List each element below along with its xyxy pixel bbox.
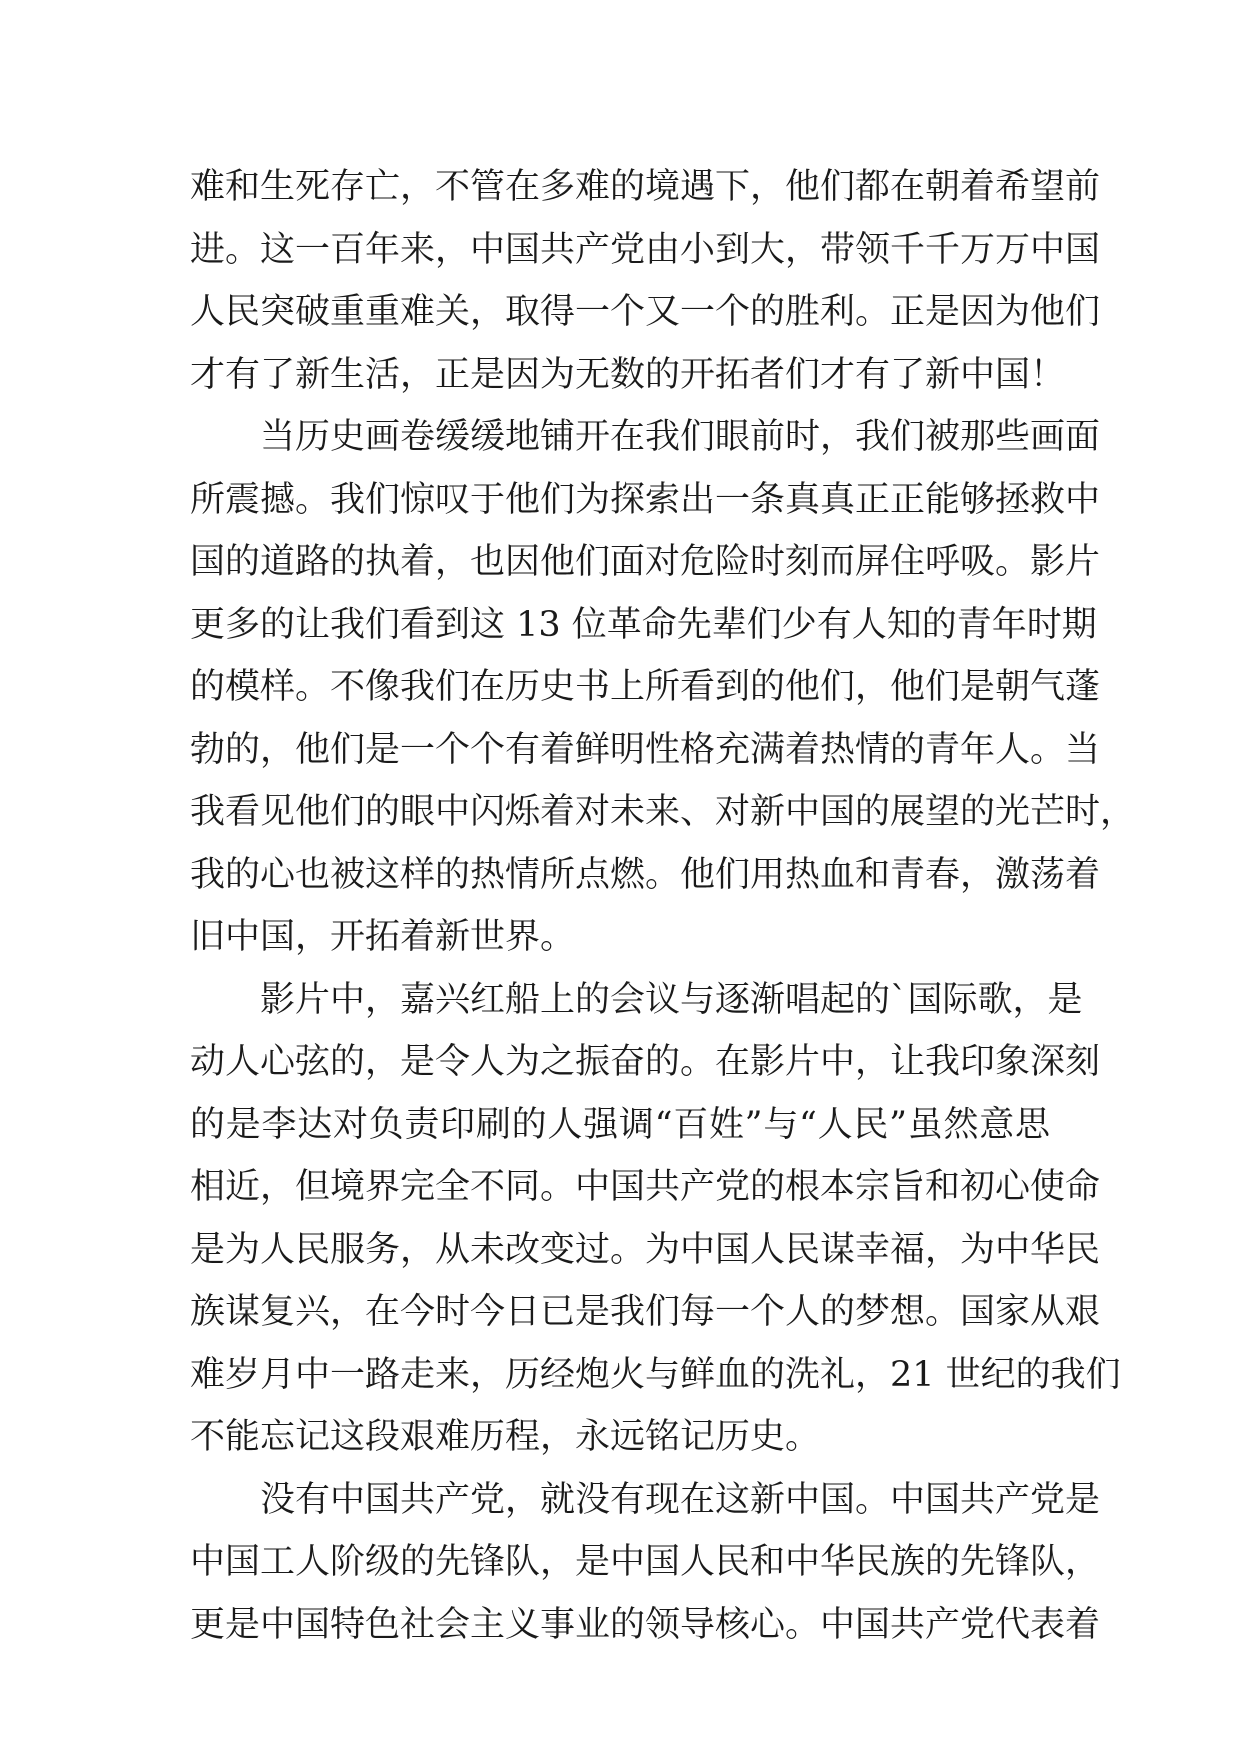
text-line: 勃的，他们是一个个有着鲜明性格充满着热情的青年人。当 (190, 729, 1101, 770)
paragraph-first-line: 影片中，嘉兴红船上的会议与逐渐唱起的`国际歌，是 (260, 979, 1083, 1020)
text-line: 才有了新生活，正是因为无数的开拓者们才有了新中国！ (190, 354, 1066, 395)
body-text (190, 156, 1136, 1656)
text-line: 动人心弦的，是令人为之振奋的。在影片中，让我印象深刻 (190, 1042, 1101, 1082)
text-line: 中国工人阶级的先锋队，是中国人民和中华民族的先锋队， (190, 1542, 1101, 1582)
text-line: 我看见他们的眼中闪烁着对未来、对新中国的展望的光芒时， (190, 792, 1136, 832)
text-line: 是为人民服务，从未改变过。为中国人民谋幸福，为中华民 (190, 1229, 1101, 1270)
text-line: 相近，但境界完全不同。中国共产党的根本宗旨和初心使命 (190, 1167, 1101, 1207)
text-line: 更多的让我们看到这 13 位革命先辈们少有人知的青年时期 (190, 604, 1097, 645)
text-line: 更是中国特色社会主义事业的领导核心。中国共产党代表着 (190, 1604, 1101, 1645)
text-line: 的模样。不像我们在历史书上所看到的他们，他们是朝气蓬 (190, 667, 1101, 707)
paragraph-first-line: 没有中国共产党，就没有现在这新中国。中国共产党是 (260, 1479, 1101, 1520)
text-line: 的是李达对负责印刷的人强调“百姓”与“人民”虽然意思 (190, 1104, 1050, 1145)
paragraph-first-line: 当历史画卷缓缓地铺开在我们眼前时，我们被那些画面 (260, 417, 1101, 457)
text-line: 进。这一百年来，中国共产党由小到大，带领千千万万中国 (190, 229, 1101, 270)
text-line: 难岁月中一路走来，历经炮火与鲜血的洗礼，21 世纪的我们 (190, 1354, 1121, 1395)
text-line: 人民突破重重难关，取得一个又一个的胜利。正是因为他们 (190, 292, 1101, 332)
text-line: 我的心也被这样的热情所点燃。他们用热血和青春，激荡着 (190, 854, 1101, 895)
text-line: 不能忘记这段艰难历程，永远铭记历史。 (190, 1417, 821, 1457)
text-line: 国的道路的执着，也因他们面对危险时刻而屏住呼吸。影片 (190, 542, 1101, 582)
text-line: 旧中国，开拓着新世界。 (190, 917, 576, 957)
text-line: 难和生死存亡，不管在多难的境遇下，他们都在朝着希望前 (190, 167, 1101, 207)
text-line: 族谋复兴，在今时今日已是我们每一个人的梦想。国家从艰 (190, 1292, 1101, 1332)
text-line: 所震撼。我们惊叹于他们为探索出一条真真正正能够拯救中 (190, 479, 1101, 520)
